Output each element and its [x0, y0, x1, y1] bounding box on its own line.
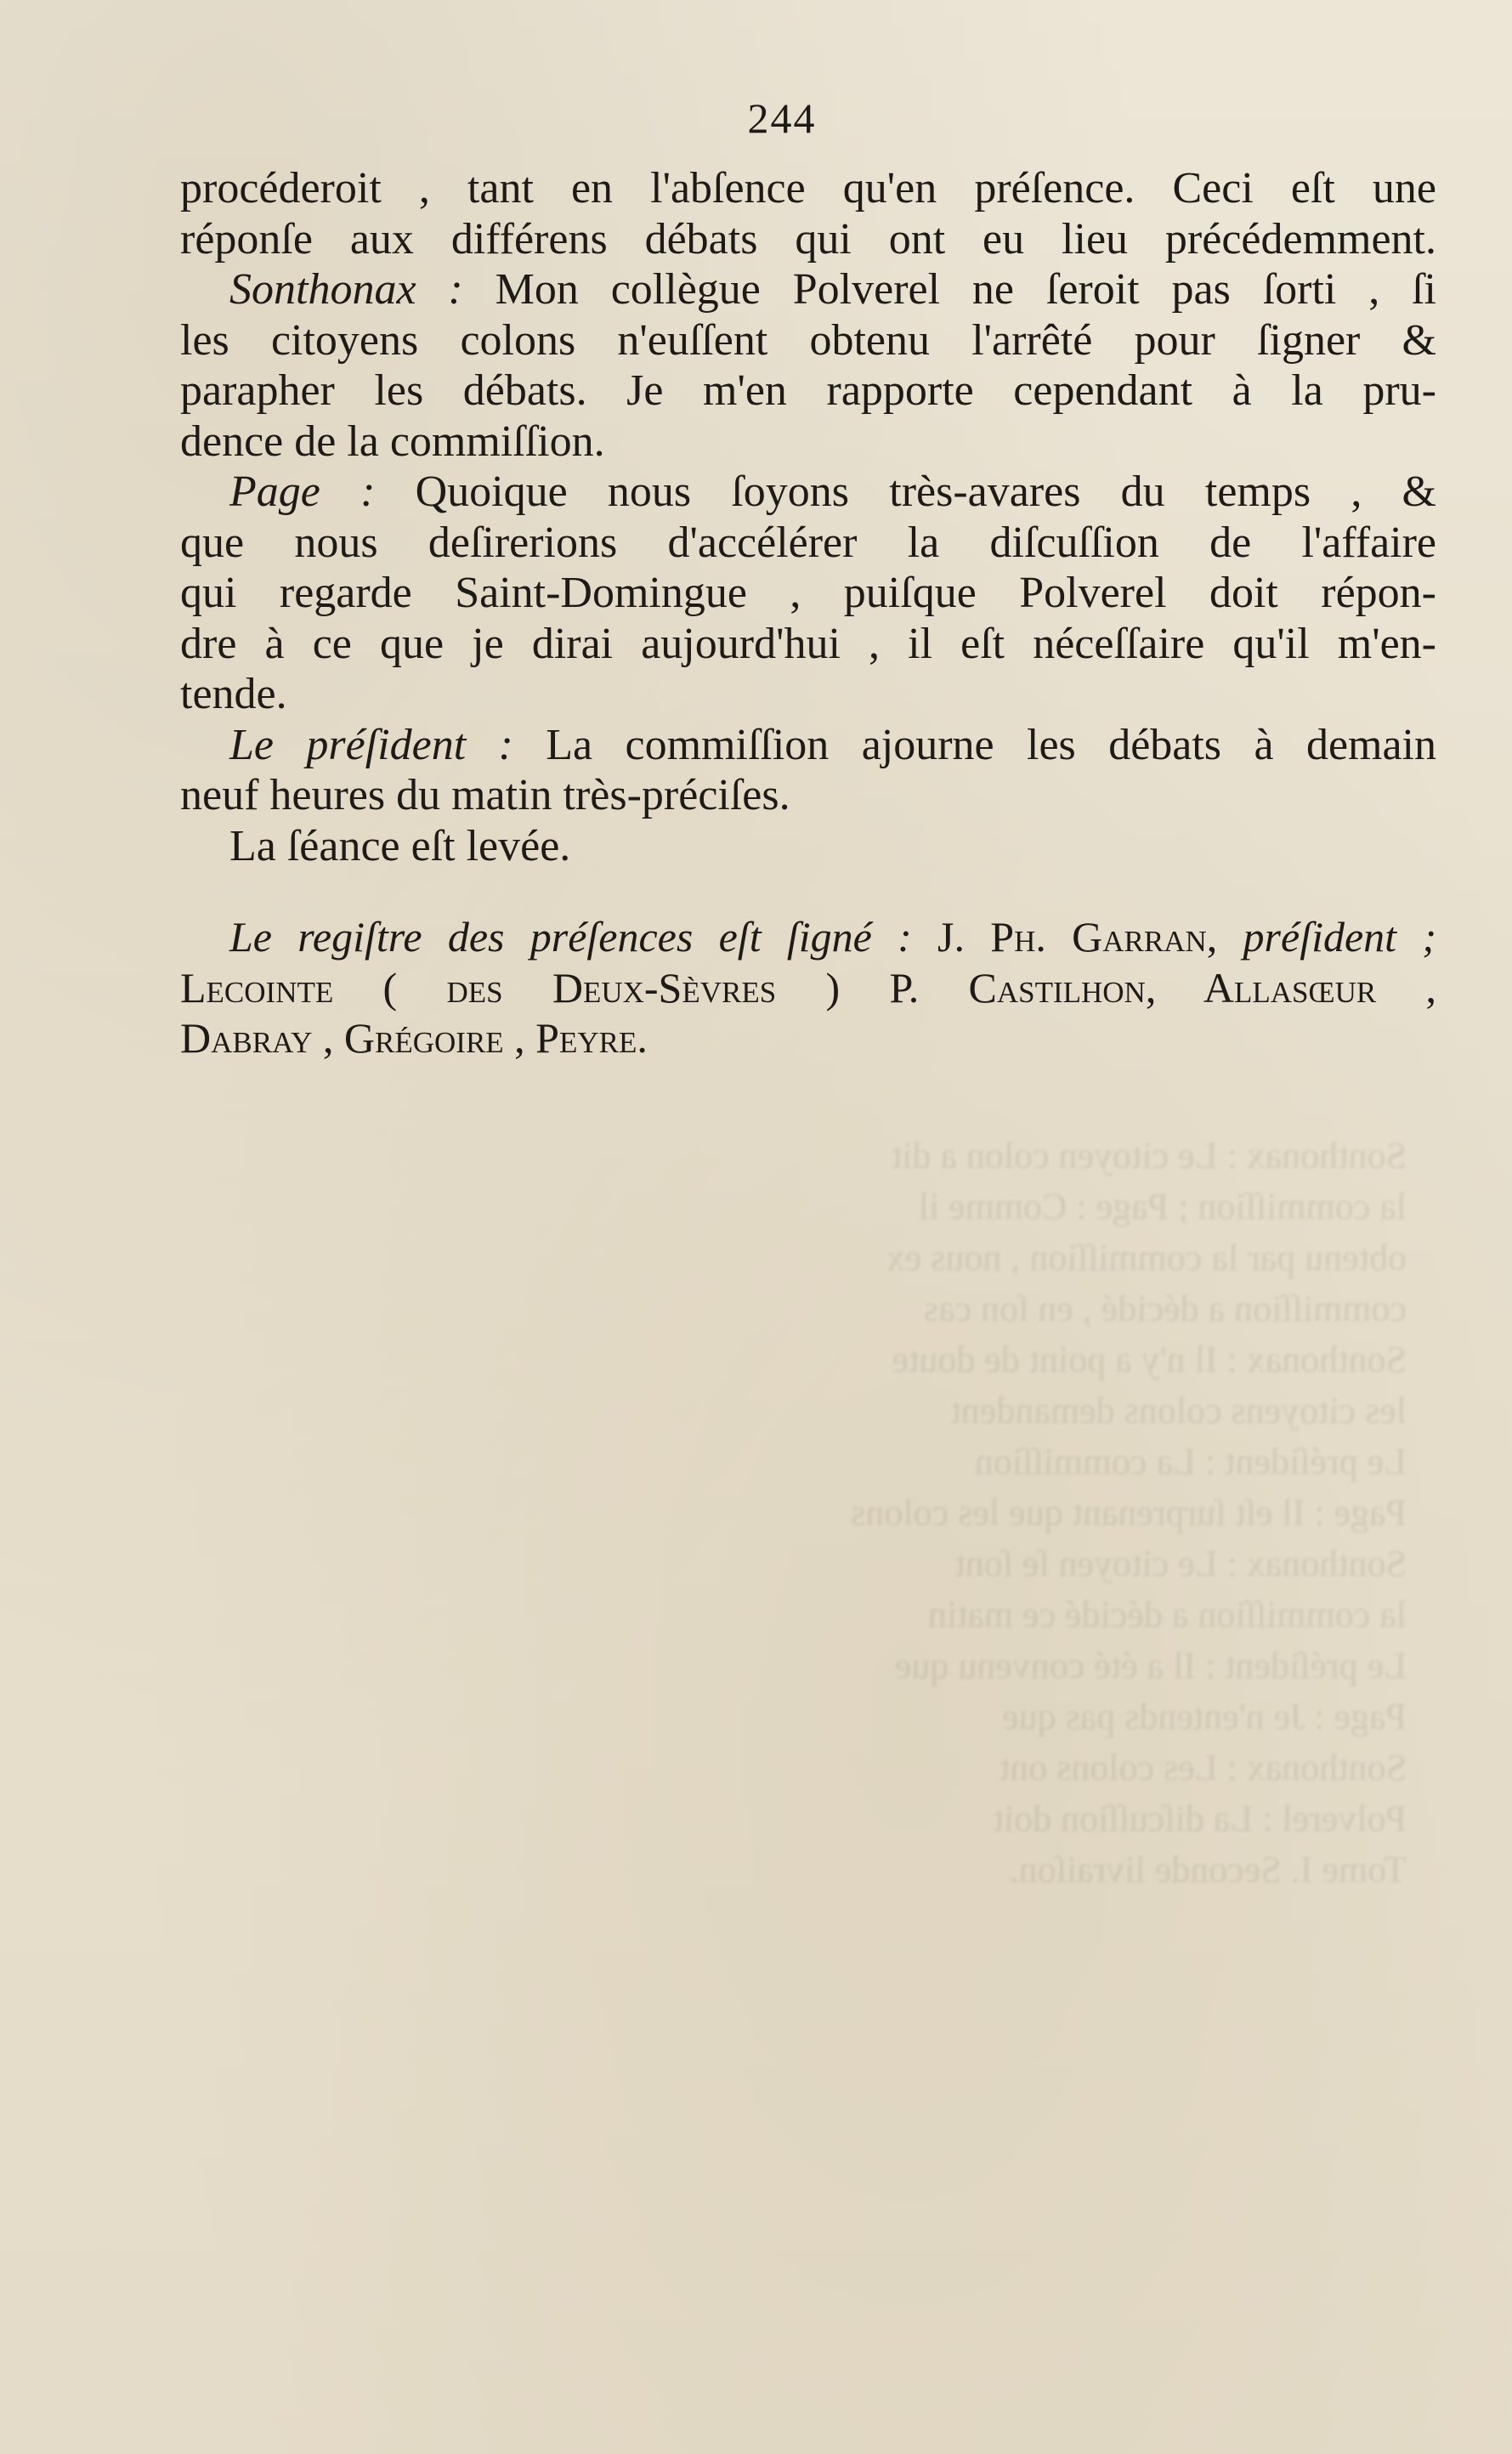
text-line: Le préſident : La commiſſion ajourne les débats à demain	[229, 720, 1436, 769]
text-line: réponſe aux différens débats qui ont eu lieu précédemment.	[180, 214, 1436, 264]
text-line: qui regarde Saint-Domingue , puiſque Polverel doit répon-	[180, 569, 1436, 617]
text-line: dre à ce que je dirai aujourd'hui , il eſt néceſſaire qu'il m'en-	[180, 619, 1436, 668]
bleed-through-text: Sonthonax : Le citoyen colon a dit la commiſſion ; Page : Comme il obtenu par la commiſſion , nous ex commiſſion a décidé , en ſon cas Sonthonax : Il n'y a point de doute les citoyens colons demandent Le préſident : La commiſſion Page : Il eſt ſurprenant que les colons Sonthonax : Le citoyen ſe ſont la commiſſion a décidé ce matin Le préſident : Il a été convenu que Page : Je n'entends pas que Sonthonax : Les colons ont Polverel : La diſcuſſion doit Tome I. Seconde livraiſon.	[851, 1135, 1407, 1890]
speaker-name: Le préſident :	[229, 720, 513, 769]
register-line: Dabray , Grégoire , Peyre.	[180, 1014, 648, 1062]
text-line: dence de la commiſſion.	[180, 417, 605, 466]
register-intro: Le regiſtre des préſences eſt ſigné :	[229, 913, 912, 961]
text-line: procéderoit , tant en l'abſence qu'en préſence. Ceci eſt une	[180, 164, 1436, 213]
body-text	[180, 163, 1436, 1064]
register-line	[180, 912, 1436, 963]
paragraph-gap	[180, 871, 1436, 912]
signatory-name: J. Ph. Garran,	[937, 913, 1218, 961]
speaker-name: Sonthonax :	[229, 265, 463, 314]
text-line: Sonthonax : Mon collègue Polverel ne ſeroit pas ſorti , ſi	[229, 265, 1436, 314]
text-line: parapher les débats. Je m'en rapporte cependant à la pru-	[180, 366, 1436, 415]
signatory-title: préſident ;	[1217, 913, 1436, 961]
text-line: neuf heures du matin très-préciſes.	[180, 771, 790, 819]
register-line: Lecointe ( des Deux-Sèvres ) P. Castilhon, Allasœur ,	[180, 963, 1436, 1012]
text-line: tende.	[180, 670, 287, 718]
text-line: La ſéance eſt levée.	[229, 821, 571, 870]
page-number: 244	[747, 94, 817, 142]
text-line: les citoyens colons n'euſſent obtenu l'arrêté pour ſigner &	[180, 315, 1436, 365]
text-line: Page : Quoique nous ſoyons très-avares du temps , &	[229, 468, 1436, 516]
speaker-name: Page :	[229, 468, 376, 516]
text-line: que nous deſirerions d'accélérer la diſcuſſion de l'affaire	[180, 518, 1436, 567]
